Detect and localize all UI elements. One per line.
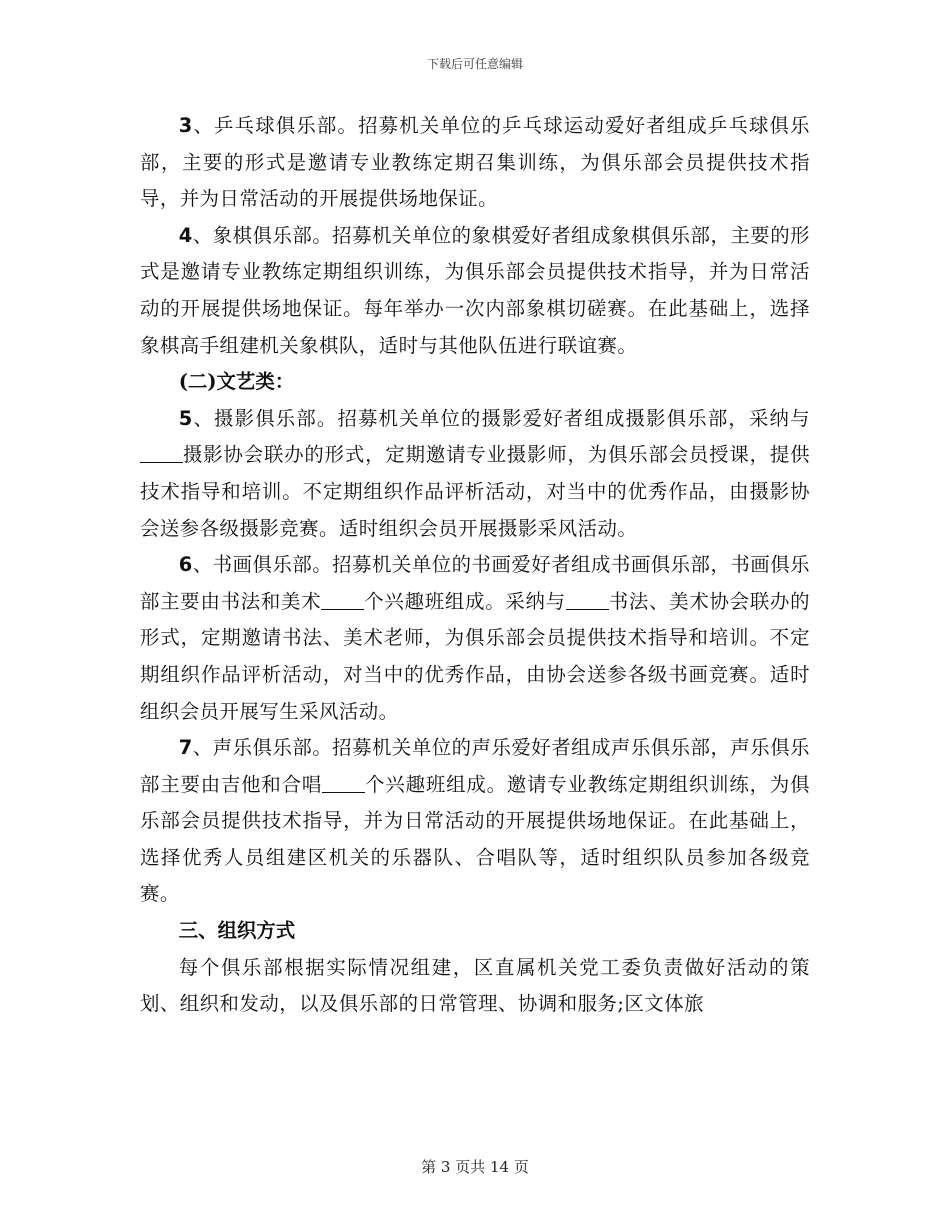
section-heading-organization: 三、组织方式: [178, 919, 296, 943]
paragraph-vocal-music-club: [140, 730, 810, 913]
paragraph-chess-club: [140, 218, 810, 364]
paragraph-text: 、乒乓球俱乐部。招募机关单位的乒乓球运动爱好者组成乒乓球俱乐部，主要的形式是邀请专业教练定期召集训练，为俱乐部会员提供技术指导，并为日常活动的开展提供场地保证。: [140, 114, 810, 211]
item-number: 6: [178, 553, 193, 577]
fill-in-blank: [566, 589, 609, 609]
paragraph-photography-club: [140, 401, 810, 547]
paragraph-text: 、书画俱乐部。招募机关单位的书画爱好者组成书画俱乐部，书画俱乐部主要由书法和美术: [140, 553, 810, 613]
fill-in-blank: [140, 443, 183, 463]
paragraph-table-tennis-club: [140, 108, 810, 218]
item-number: 5: [178, 406, 193, 430]
paragraph-text: 、声乐俱乐部。招募机关单位的声乐爱好者组成声乐俱乐部，声乐俱乐部主要由吉他和合唱: [140, 736, 810, 796]
fill-in-blank: [321, 589, 364, 609]
document-body: [140, 108, 810, 1023]
paragraph-text: 、摄影俱乐部。招募机关单位的摄影爱好者组成摄影俱乐部，采纳与: [192, 406, 810, 430]
fill-in-blank: [322, 772, 365, 792]
paragraph-text: 摄影协会联办的形式，定期邀请专业摄影师，为俱乐部会员授课，提供技术指导和培训。不定期组织作品评析活动，对当中的优秀作品，由摄影协会送参各级摄影竞赛。适时组织会员开展摄影采风活动。: [140, 443, 810, 540]
item-number: 7: [178, 736, 193, 760]
paragraph-text: 个兴趣班组成。采纳与: [364, 589, 566, 613]
page-footer: 第 3 页共 14 页: [421, 1158, 529, 1176]
paragraph-organization-method: 每个俱乐部根据实际情况组建，区直属机关党工委负责做好活动的策划、组织和发动，以及俱乐部的日常管理、协调和服务;区文体旅: [140, 955, 810, 1016]
item-number: 3: [178, 114, 193, 137]
paragraph-text: 个兴趣班组成。邀请专业教练定期组织训练，为俱乐部会员提供技术指导，并为日常活动的开展提供场地保证。在此基础上，选择优秀人员组建区机关的乐器队、合唱队等，适时组织队员参加各级竞赛。: [140, 772, 811, 906]
section-heading-arts: (二)文艺类：: [178, 370, 295, 394]
item-number: 4: [178, 223, 193, 247]
paragraph-text: 书法、美术协会联办的形式，定期邀请书法、美术老师，为俱乐部会员提供技术指导和培训。不定期组织作品评析活动，对当中的优秀作品，由协会送参各级书画竞赛。适时组织会员开展写生采风活动。: [140, 589, 811, 723]
page-header: 下载后可任意编辑: [426, 57, 523, 71]
paragraph-text: 、象棋俱乐部。招募机关单位的象棋爱好者组成象棋俱乐部，主要的形式是邀请专业教练定期组织训练，为俱乐部会员提供技术指导，并为日常活动的开展提供场地保证。每年举办一次内部象棋切磋赛。在此基础上，选择象棋高手组建机关象棋队，适时与其他队伍进行联谊赛。: [140, 223, 810, 357]
paragraph-calligraphy-painting-club: [140, 547, 810, 730]
